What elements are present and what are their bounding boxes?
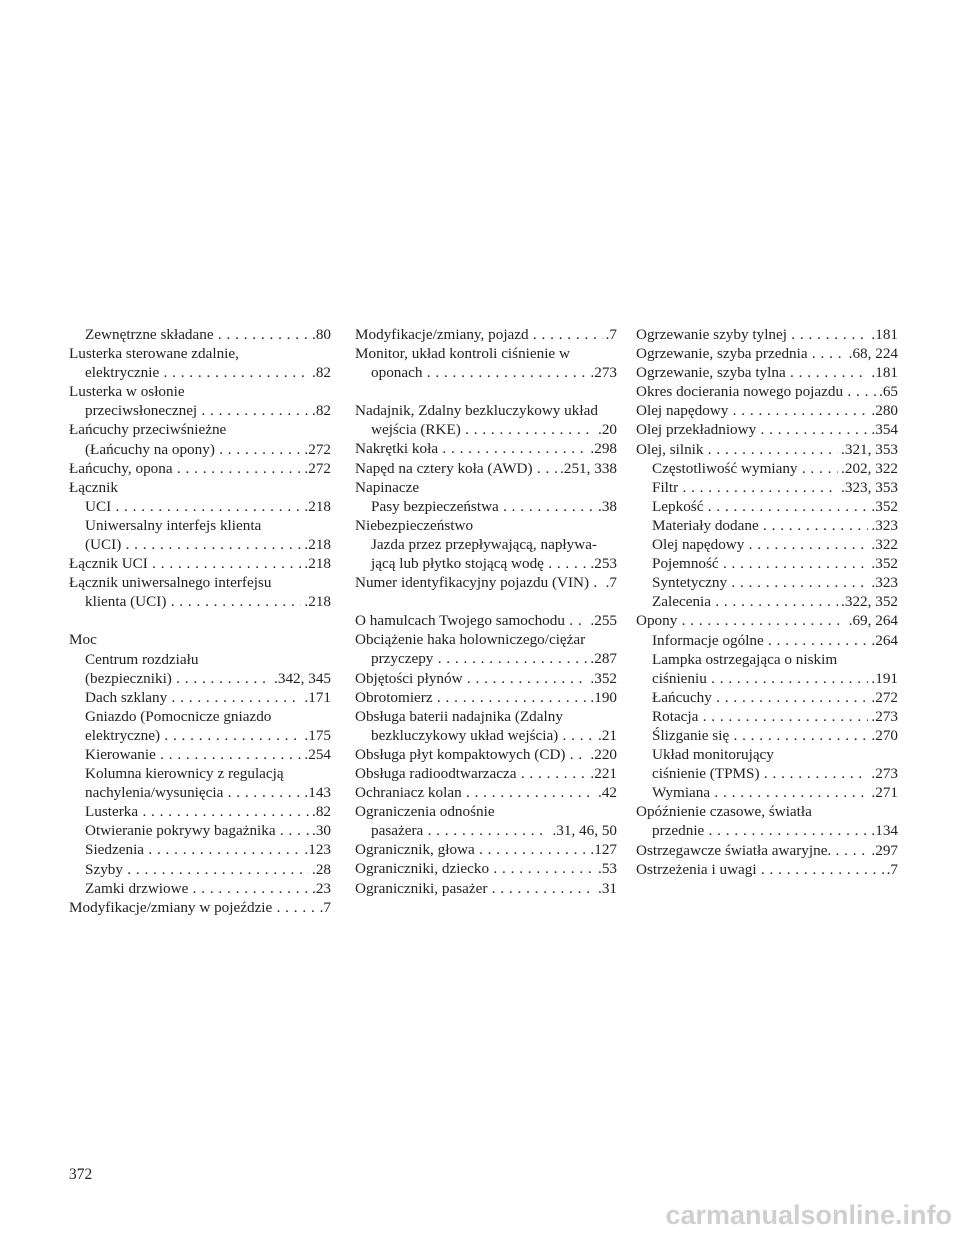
index-entry [636, 573, 898, 592]
index-entry [355, 497, 617, 516]
index-term: Gniazdo (Pomocnicze gniazdo [85, 707, 272, 725]
index-page-ref: .323 [868, 573, 898, 592]
index-entry [355, 669, 617, 688]
index-entry [636, 860, 898, 879]
index-term: pasażera . . . [371, 822, 617, 839]
index-term: nachylenia/wysunięcia . . . [85, 784, 331, 801]
index-entry [636, 802, 898, 821]
index-term: Syntetyczny . . . [652, 574, 898, 591]
index-entry [355, 879, 617, 898]
index-column-1 [69, 325, 331, 917]
index-column-3 [636, 325, 898, 879]
index-page-ref: .218 [301, 535, 331, 554]
index-entry [355, 859, 617, 878]
index-term: Materiały dodane . . . [652, 517, 898, 534]
index-term: ciśnienie (TPMS) . . . [652, 765, 898, 782]
index-page-ref: .181 [868, 363, 898, 382]
index-term: Modyfikacje/zmiany w pojeździe . . . [69, 899, 331, 916]
index-page-ref: .53 [595, 859, 617, 878]
index-term: Monitor, układ kontroli ciśnienie w [355, 345, 570, 363]
index-page-ref: .322 [868, 535, 898, 554]
index-entry [636, 325, 898, 344]
index-page-ref: .190 [587, 688, 617, 707]
index-entry [69, 745, 331, 764]
index-entry [69, 707, 331, 726]
index-term: Napęd na cztery koła (AWD) . . . [355, 460, 617, 477]
index-page-ref: .297 [868, 841, 898, 860]
index-entry [69, 879, 331, 898]
index-entry [355, 745, 617, 764]
index-page-ref: .352 [587, 669, 617, 688]
index-entry [636, 688, 898, 707]
index-term: Obsługa płyt kompaktowych (CD) . . . [355, 746, 617, 763]
index-entry [355, 535, 617, 554]
index-entry [636, 669, 898, 688]
index-entry [69, 764, 331, 783]
index-term: Ogrzewanie, szyba tylna . . . [636, 364, 898, 381]
index-entry [636, 631, 898, 650]
index-entry [636, 554, 898, 573]
index-page-ref: .80 [309, 325, 331, 344]
index-term: Wymiana . . . [652, 784, 898, 801]
index-entry [636, 382, 898, 401]
index-term: Numer identyfikacyjny pojazdu (VIN) . . . [355, 574, 617, 591]
index-term: wejścia (RKE) . . . [371, 421, 617, 438]
index-term: Centrum rozdziału [85, 650, 199, 668]
index-term: elektrycznie . . . [85, 364, 331, 381]
index-entry [69, 363, 331, 382]
index-term: Napinacze [355, 478, 420, 496]
index-term: klienta (UCI) . . . [85, 593, 331, 610]
index-entry [355, 344, 617, 363]
index-column-2 [355, 325, 617, 898]
index-entry [636, 497, 898, 516]
index-entry [355, 611, 617, 630]
index-entry [69, 382, 331, 401]
index-page-ref: .271 [868, 783, 898, 802]
index-term: Zalecenia . . . [652, 593, 898, 610]
index-entry [636, 478, 898, 497]
index-entry [636, 707, 898, 726]
index-page-ref: .322, 352 [838, 592, 898, 611]
index-page-ref: .323, 353 [838, 478, 898, 497]
index-term: Ostrzeżenia i uwagi . . . [636, 861, 898, 878]
index-term: UCI . . . [85, 498, 331, 515]
index-term: Obrotomierz . . . [355, 689, 617, 706]
index-term: Łącznik [69, 478, 118, 496]
index-term: Modyfikacje/zmiany, pojazd . . . [355, 326, 617, 343]
index-entry [355, 516, 617, 535]
index-entry [69, 860, 331, 879]
index-term: Lusterka sterowane zdalnie, [69, 345, 239, 363]
index-entry [636, 821, 898, 840]
index-entry [69, 401, 331, 420]
index-entry [69, 420, 331, 439]
index-entry [355, 573, 617, 592]
index-page-ref: .28 [309, 860, 331, 879]
index-entry [355, 802, 617, 821]
watermark-logo[interactable]: carmanualsonline.info [665, 1200, 952, 1230]
index-term: Olej napędowy . . . [636, 402, 898, 419]
index-page-ref: .254 [301, 745, 331, 764]
index-entry [355, 478, 617, 497]
index-entry [636, 344, 898, 363]
index-term: oponach . . . [371, 364, 617, 381]
index-term: (bezpieczniki) . . . [85, 670, 331, 687]
index-term: Ograniczniki, pasażer . . . [355, 880, 617, 897]
index-entry [355, 554, 617, 573]
index-page-ref: .220 [587, 745, 617, 764]
index-term: Układ monitorujący [652, 746, 774, 764]
index-page-ref: .82 [309, 401, 331, 420]
index-entry [636, 401, 898, 420]
index-page-ref: .38 [595, 497, 617, 516]
index-entry [69, 535, 331, 554]
index-page-ref: .181 [868, 325, 898, 344]
index-entry [355, 420, 617, 439]
index-term: Jazda przez przepływającą, napływa- [371, 535, 597, 553]
index-entry [355, 325, 617, 344]
index-entry [636, 440, 898, 459]
index-page-ref: .253 [587, 554, 617, 573]
index-entry [636, 611, 898, 630]
index-entry [69, 669, 331, 688]
index-page-ref: .287 [587, 649, 617, 668]
index-term: Nakrętki koła . . . [355, 440, 617, 457]
index-page-ref: .255 [587, 611, 617, 630]
index-entry [69, 726, 331, 745]
index-term: Ogrzewanie szyby tylnej . . . [636, 326, 898, 343]
index-entry [355, 363, 617, 382]
index-term: Uniwersalny interfejs klienta [85, 516, 262, 534]
index-entry [69, 325, 331, 344]
index-entry [636, 841, 898, 860]
index-term: Otwieranie pokrywy bagażnika . . . [85, 822, 331, 839]
index-term: Okres docierania nowego pojazdu . . . [636, 383, 898, 400]
index-term: Lampka ostrzegająca o niskim [652, 650, 838, 668]
index-term: jącą lub płytko stojącą wodę . . . [371, 555, 617, 572]
index-entry [69, 459, 331, 478]
index-page-ref: .171 [301, 688, 331, 707]
index-page-ref: .191 [868, 669, 898, 688]
index-page-ref: .7 [603, 573, 617, 592]
index-term: Kierowanie . . . [85, 746, 331, 763]
index-entry [636, 516, 898, 535]
index-entry [355, 840, 617, 859]
index-term: przeciwsłonecznej . . . [85, 402, 331, 419]
index-page-ref: .221 [587, 764, 617, 783]
index-entry [636, 535, 898, 554]
index-entry [636, 592, 898, 611]
index-term: przednie . . . [652, 822, 898, 839]
index-entry [355, 726, 617, 745]
index-page-ref: .251, 338 [557, 459, 617, 478]
index-term: Ogranicznik, głowa . . . [355, 841, 617, 858]
index-page-ref: .270 [868, 726, 898, 745]
index-entry [636, 650, 898, 669]
index-term: Informacje ogólne . . . [652, 632, 898, 649]
index-page-ref: .272 [301, 459, 331, 478]
index-page-ref: .7 [884, 860, 898, 879]
index-term: Ograniczenia odnośnie [355, 803, 495, 821]
index-entry [355, 707, 617, 726]
index-page-ref: .23 [309, 879, 331, 898]
index-page-ref: .352 [868, 554, 898, 573]
index-term: (UCI) . . . [85, 536, 331, 553]
index-entry [69, 688, 331, 707]
index-entry [355, 630, 617, 649]
index-page-ref: .272 [868, 688, 898, 707]
index-term: Opony . . . [636, 612, 898, 629]
index-page-ref: .30 [309, 821, 331, 840]
index-page-ref: .7 [603, 325, 617, 344]
index-term: Częstotliwość wymiany . . . [652, 460, 898, 477]
index-entry [69, 478, 331, 497]
index-entry [69, 554, 331, 573]
index-term: Objętości płynów . . . [355, 670, 617, 687]
index-entry [636, 726, 898, 745]
index-entry [69, 783, 331, 802]
index-entry [636, 764, 898, 783]
index-entry [355, 783, 617, 802]
index-term: Pasy bezpieczeństwa . . . [371, 498, 617, 515]
index-page-ref: .127 [587, 840, 617, 859]
index-entry [355, 821, 617, 840]
index-term: Obciążenie haka holowniczego/ciężar [355, 631, 586, 649]
index-entry [355, 459, 617, 478]
index-term: Łańcuchy . . . [652, 689, 898, 706]
index-term: Łącznik UCI . . . [69, 555, 331, 572]
index-term: Łańcuchy przeciwśnieżne [69, 421, 227, 439]
index-term: Filtr . . . [652, 479, 898, 496]
index-page-ref: .218 [301, 592, 331, 611]
index-page-ref: .321, 353 [838, 440, 898, 459]
index-page-ref: .218 [301, 497, 331, 516]
index-page-ref: .323 [868, 516, 898, 535]
index-page-ref: .264 [868, 631, 898, 650]
index-page-ref: .42 [595, 783, 617, 802]
index-term: Zamki drzwiowe . . . [85, 880, 331, 897]
index-entry [69, 650, 331, 669]
index-page-ref: .202, 322 [838, 459, 898, 478]
index-term: Olej przekładniowy . . . [636, 421, 898, 438]
index-page-ref: .82 [309, 363, 331, 382]
index-entry [69, 573, 331, 592]
index-entry [636, 420, 898, 439]
index-page-ref: .273 [868, 764, 898, 783]
index-page-ref: .273 [587, 363, 617, 382]
index-entry [355, 764, 617, 783]
index-term: Niebezpieczeństwo [355, 516, 474, 534]
index-entry [69, 630, 331, 649]
index-entry [69, 898, 331, 917]
index-page-ref: .280 [868, 401, 898, 420]
index-term: Szyby . . . [85, 861, 331, 878]
index-page-ref: .218 [301, 554, 331, 573]
index-page-ref: .298 [587, 439, 617, 458]
index-term: Olej napędowy . . . [652, 536, 898, 553]
index-page-ref: .31 [595, 879, 617, 898]
index-page-ref: .65 [876, 382, 898, 401]
index-page-ref: .273 [868, 707, 898, 726]
index-term: Ochraniacz kolan . . . [355, 784, 617, 801]
index-entry [355, 439, 617, 458]
index-entry [636, 363, 898, 382]
index-term: Ostrzegawcze światła awaryjne. . . . [636, 842, 898, 859]
index-page-ref: .143 [301, 783, 331, 802]
page-number: 372 [69, 1166, 93, 1183]
index-term: Pojemność . . . [652, 555, 898, 572]
index-term: Obsługa radioodtwarzacza . . . [355, 765, 617, 782]
index-term: Opóźnienie czasowe, światła [636, 803, 812, 821]
index-term: elektryczne) . . . [85, 727, 331, 744]
index-term: ciśnieniu . . . [652, 670, 898, 687]
index-term: Kolumna kierownicy z regulacją [85, 765, 284, 783]
index-entry [636, 459, 898, 478]
index-term: Nadajnik, Zdalny bezkluczykowy układ [355, 402, 598, 420]
index-term: Rotacja . . . [652, 708, 898, 725]
index-page-ref: .68, 224 [846, 344, 898, 363]
index-entry [355, 688, 617, 707]
index-term: Łącznik uniwersalnego interfejsu [69, 574, 272, 592]
index-entry [69, 497, 331, 516]
index-page-ref: .21 [595, 726, 617, 745]
index-page-ref: .175 [301, 726, 331, 745]
index-page-ref: .123 [301, 840, 331, 859]
index-term: Ograniczniki, dziecko . . . [355, 860, 617, 877]
index-page-ref: .82 [309, 802, 331, 821]
index-term: Olej, silnik . . . [636, 441, 898, 458]
index-term: Ogrzewanie, szyba przednia . . . [636, 345, 898, 362]
index-term: Lusterka w osłonie [69, 383, 185, 401]
index-entry [636, 783, 898, 802]
index-term: Dach szklany . . . [85, 689, 331, 706]
index-entry [69, 516, 331, 535]
index-term: Ślizganie się . . . [652, 727, 898, 744]
index-term: Lepkość . . . [652, 498, 898, 515]
index-entry [69, 592, 331, 611]
index-entry [355, 401, 617, 420]
index-page-ref: .352 [868, 497, 898, 516]
index-page-ref: .354 [868, 420, 898, 439]
index-term: Obsługa baterii nadajnika (Zdalny [355, 707, 563, 725]
index-term: O hamulcach Twojego samochodu . . . [355, 612, 617, 629]
index-entry [69, 440, 331, 459]
index-term: (Łańcuchy na opony) . . . [85, 441, 331, 458]
index-page-ref: .31, 46, 50 [549, 821, 617, 840]
index-term: Moc [69, 631, 97, 649]
index-term: bezkluczykowy układ wejścia) . . . [371, 727, 617, 744]
index-term: Lusterka . . . [85, 803, 331, 820]
index-entry [69, 840, 331, 859]
index-entry [69, 821, 331, 840]
index-entry [69, 802, 331, 821]
index-entry [636, 745, 898, 764]
index-entry [355, 649, 617, 668]
index-page-ref: .272 [301, 440, 331, 459]
index-page-ref: .342, 345 [271, 669, 331, 688]
index-term: Zewnętrzne składane . . . [85, 326, 331, 343]
index-page-ref: .7 [317, 898, 331, 917]
index-term: Siedzenia . . . [85, 841, 331, 858]
index-term: przyczepy . . . [371, 650, 617, 667]
index-entry [69, 344, 331, 363]
index-page-ref: .134 [868, 821, 898, 840]
index-page-ref: .69, 264 [846, 611, 898, 630]
index-page-ref: .20 [595, 420, 617, 439]
index-term: Łańcuchy, opona . . . [69, 460, 331, 477]
